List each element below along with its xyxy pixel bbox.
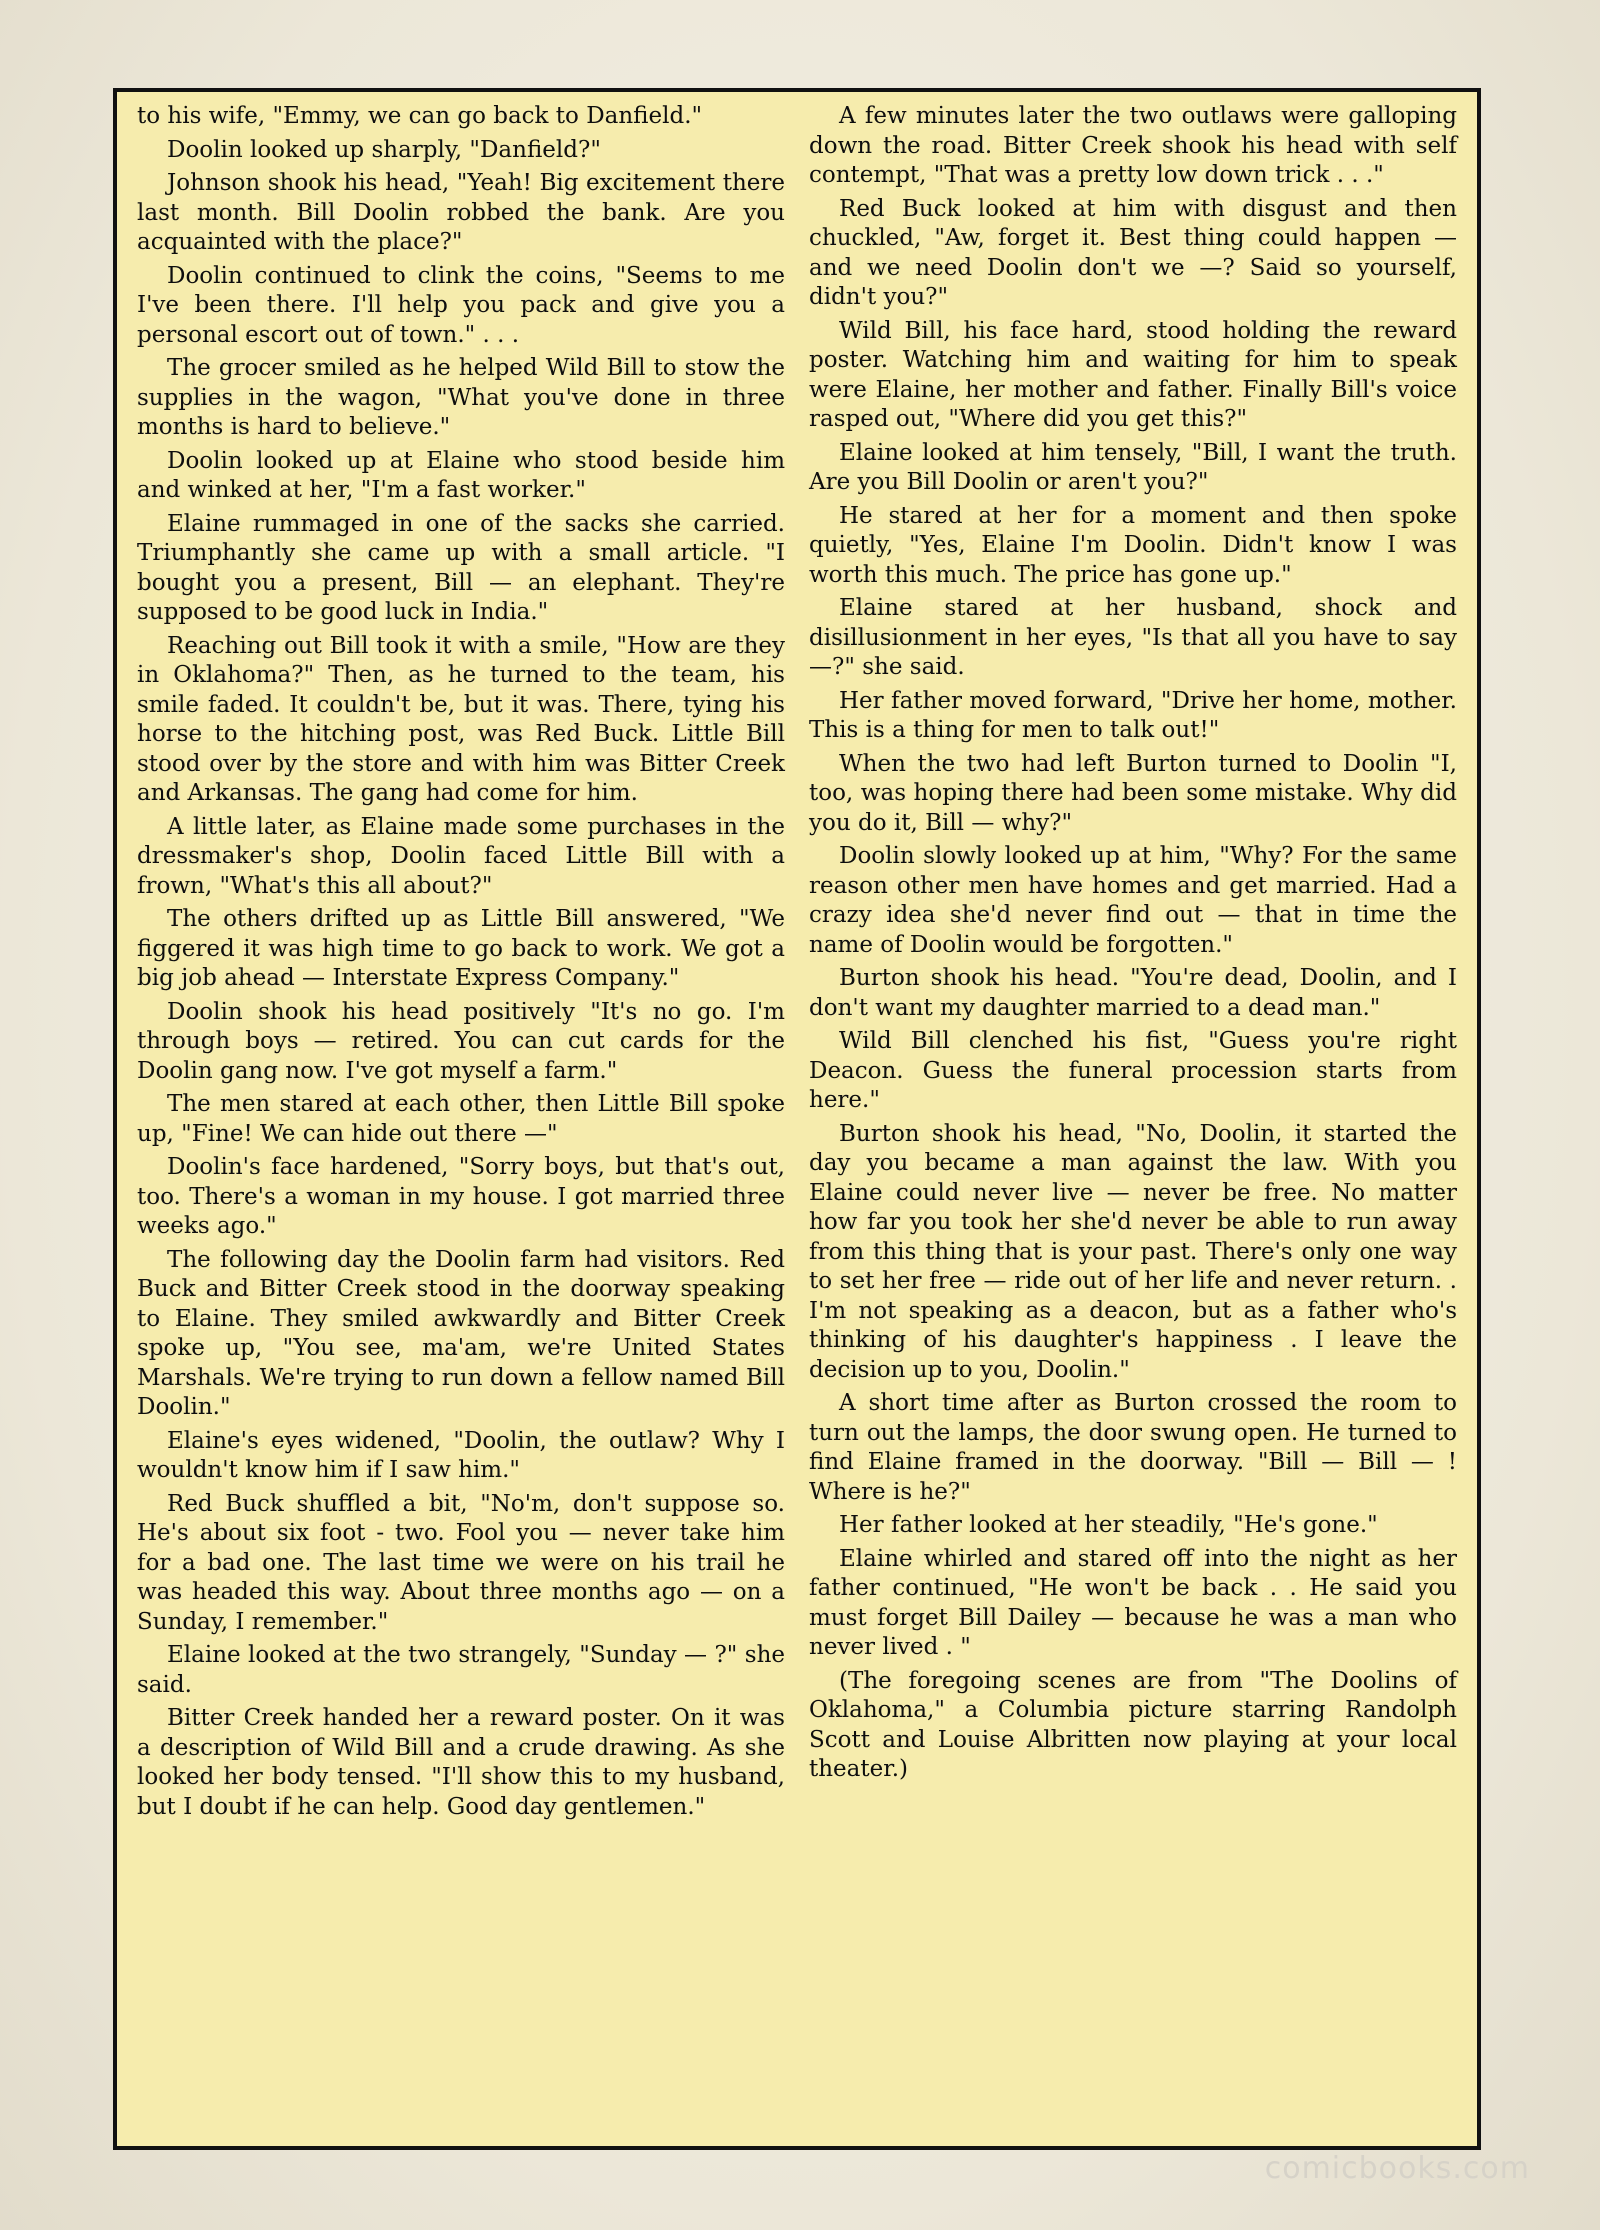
paragraph: Doolin's face hardened, "Sorry boys, but that's out, too. There's a woman in my house. I got married three weeks ago.": [137, 1154, 785, 1239]
paragraph: Her father looked at her steadily, "He's gone.": [839, 1512, 1378, 1538]
paragraph: The grocer smiled as he helped Wild Bill to stow the supplies in the wagon, "What you've done in three months is hard to believe.": [137, 355, 785, 440]
paragraph: Bitter Creek handed her a reward poster. On it was a description of Wild Bill and a crude drawing. As she looked her body tensed. "I'll show this to my husband, but I doubt if he can help. Good day gentlemen.": [137, 1705, 785, 1820]
paragraph: Elaine whirled and stared off into the night as her father continued, "He won't be back . . He said you must forget Bill Dailey — because he was a man who never lived . ": [809, 1545, 1457, 1660]
paragraph: Elaine rummaged in one of the sacks she carried. Triumphantly she came up with a small article. "I bought you a present, Bill — an elephant. They're supposed to be good luck in India.": [137, 510, 785, 625]
paragraph: The following day the Doolin farm had visitors. Red Buck and Bitter Creek stood in the doorway speaking to Elaine. They smiled awkwardly and Bitter Creek spoke up, "You see, ma'am, we're United States Marshals. We're trying to run down a fellow named Bill Doolin.": [137, 1246, 785, 1420]
paragraph: Doolin looked up at Elaine who stood beside him and winked at her, "I'm a fast worker.": [137, 447, 785, 503]
paragraph: The men stared at each other, then Little Bill spoke up, "Fine! We can hide out there —": [137, 1091, 785, 1147]
paragraph: A little later, as Elaine made some purchases in the dressmaker's shop, Doolin faced Little Bill with a frown, "What's this all about?": [137, 813, 785, 899]
paragraph: Burton shook his head, "No, Doolin, it started the day you became a man against the law. With you Elaine could never live — never be free. No matter how far you took her she'd never be able to run away from this thing that is your past. There's only one way to set her free — ride out of her life and never return. . I'm not speaking as a deacon, but as a father who's thinking of his daughter's happiness . I leave the decision up to you, Doolin.": [809, 1120, 1457, 1383]
paragraph: Doolin shook his head positively "It's no go. I'm through boys — retired. You can cut cards for the Doolin gang now. I've got myself a farm.": [137, 998, 785, 1084]
paragraph: A short time after as Burton crossed the room to turn out the lamps, the door swung open. He turned to find Elaine framed in the doorway. "Bill — Bill — ! Where is he?": [809, 1390, 1457, 1505]
paragraph: Elaine looked at the two strangely, "Sunday — ?" she said.: [137, 1642, 785, 1698]
paragraph: Johnson shook his head, "Yeah! Big excitement there last month. Bill Doolin robbed the bank. Are you acquainted with the place?": [137, 170, 785, 255]
paragraph: Red Buck shuffled a bit, "No'm, don't suppose so. He's about six foot - two. Fool you — never take him for a bad one. The last time we were on his trail he was headed this way. About three months ago — on a Sunday, I remember.": [137, 1490, 785, 1635]
right-column: [809, 102, 1457, 1789]
paragraph: Doolin continued to clink the coins, "Seems to me I've been there. I'll help you pack and give you a personal escort out of town." . . .: [137, 262, 785, 348]
paragraph: Wild Bill clenched his fist, "Guess you're right Deacon. Guess the funeral procession starts from here.": [809, 1028, 1457, 1113]
paragraph: A few minutes later the two outlaws were galloping down the road. Bitter Creek shook his head with self contempt, "That was a pretty low down trick . . .": [809, 103, 1457, 188]
paragraph: The others drifted up as Little Bill answered, "We figgered it was high time to go back to work. We got a big job ahead — Interstate Express Company.": [137, 906, 785, 991]
watermark: comicbooks.com: [1264, 2151, 1530, 2186]
left-column: [137, 102, 785, 1826]
paragraph: (The foregoing scenes are from "The Doolins of Oklahoma," a Columbia picture starring Randolph Scott and Louise Albritten now playing at your local theater.): [809, 1667, 1457, 1782]
paragraph: Red Buck looked at him with disgust and then chuckled, "Aw, forget it. Best thing could happen — and we need Doolin don't we —? Said so yourself, didn't you?": [809, 195, 1457, 310]
paragraph: He stared at her for a moment and then spoke quietly, "Yes, Elaine I'm Doolin. Didn't know I was worth this much. The price has gone up.": [809, 502, 1457, 588]
paragraph: When the two had left Burton turned to Doolin "I, too, was hoping there had been some mistake. Why did you do it, Bill — why?": [809, 750, 1457, 836]
paragraph: to his wife, "Emmy, we can go back to Danfield.": [137, 103, 703, 129]
paragraph: Reaching out Bill took it with a smile, "How are they in Oklahoma?" Then, as he turned to the team, his smile faded. It couldn't be, but it was. There, tying his horse to the hitching post, was Red Buck. Little Bill stood over by the store and with him was Bitter Creek and Arkansas. The gang had come for him.: [137, 632, 785, 806]
paragraph: Doolin slowly looked up at him, "Why? For the same reason other men have homes and get married. Had a crazy idea she'd never find out — that in time the name of Doolin would be forgotten.": [809, 843, 1457, 958]
paragraph: Doolin looked up sharply, "Danfield?": [167, 136, 601, 163]
paragraph: Burton shook his head. "You're dead, Doolin, and I don't want my daughter married to a dead man.": [809, 965, 1457, 1021]
paragraph: Wild Bill, his face hard, stood holding the reward poster. Watching him and waiting for him to speak were Elaine, her mother and father. Finally Bill's voice rasped out, "Where did you get this?": [809, 317, 1457, 432]
paragraph: Elaine stared at her husband, shock and disillusionment in her eyes, "Is that all you have to say —?" she said.: [809, 595, 1457, 680]
text-panel: [113, 88, 1481, 2150]
paragraph: Elaine looked at him tensely, "Bill, I want the truth. Are you Bill Doolin or aren't you?": [809, 439, 1457, 495]
paragraph: Her father moved forward, "Drive her home, mother. This is a thing for men to talk out!": [809, 687, 1457, 743]
paragraph: Elaine's eyes widened, "Doolin, the outlaw? Why I wouldn't know him if I saw him.": [137, 1427, 785, 1483]
